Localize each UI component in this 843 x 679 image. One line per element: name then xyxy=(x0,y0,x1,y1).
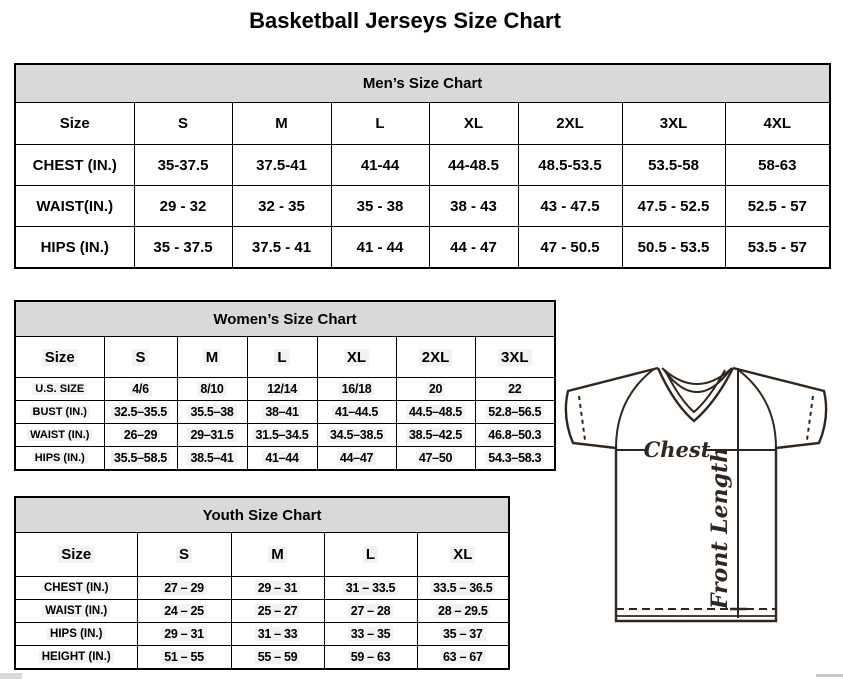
value-cell: 44–47 xyxy=(317,447,396,471)
value-cell: 4/6 xyxy=(104,378,177,401)
value-cell: 38.5–42.5 xyxy=(396,424,475,447)
value-cell: 41–44 xyxy=(247,447,317,471)
value-cell: 41 - 44 xyxy=(331,227,429,269)
value-cell: 46.8–50.3 xyxy=(475,424,555,447)
table-row xyxy=(15,186,830,227)
value-cell: 48.5-53.5 xyxy=(518,145,622,186)
table-row xyxy=(15,378,555,401)
table-row xyxy=(15,623,509,646)
column-header: L xyxy=(247,337,317,378)
value-cell: 34.5–38.5 xyxy=(317,424,396,447)
row-label: BUST (IN.) xyxy=(15,401,104,424)
column-header: S xyxy=(137,533,231,577)
column-header: XL xyxy=(429,103,518,145)
value-cell: 35 – 37 xyxy=(417,623,509,646)
value-cell: 38–41 xyxy=(247,401,317,424)
value-cell: 38 - 43 xyxy=(429,186,518,227)
value-cell: 47–50 xyxy=(396,447,475,471)
value-cell: 41-44 xyxy=(331,145,429,186)
column-header: XL xyxy=(317,337,396,378)
value-cell: 27 – 28 xyxy=(324,600,417,623)
front-length-label: Front Length xyxy=(707,446,733,610)
mens-size-table xyxy=(14,63,831,269)
column-header: M xyxy=(232,103,331,145)
value-cell: 20 xyxy=(396,378,475,401)
value-cell: 29 – 31 xyxy=(137,623,231,646)
row-label: HEIGHT (IN.) xyxy=(15,646,137,670)
value-cell: 37.5 - 41 xyxy=(232,227,331,269)
scrollbar-fragment-right xyxy=(816,674,843,677)
value-cell: 22 xyxy=(475,378,555,401)
value-cell: 44 - 47 xyxy=(429,227,518,269)
row-label: CHEST (IN.) xyxy=(15,577,137,600)
value-cell: 51 – 55 xyxy=(137,646,231,670)
table-row xyxy=(15,424,555,447)
value-cell: 12/14 xyxy=(247,378,317,401)
table-title: Women’s Size Chart xyxy=(15,301,555,337)
value-cell: 53.5-58 xyxy=(622,145,725,186)
column-header: XL xyxy=(417,533,509,577)
right-cuff-dashed-line xyxy=(807,396,813,440)
value-cell: 47 - 50.5 xyxy=(518,227,622,269)
value-cell: 35 - 37.5 xyxy=(134,227,232,269)
youth-size-table xyxy=(14,496,510,670)
value-cell: 29 - 32 xyxy=(134,186,232,227)
page-title: Basketball Jerseys Size Chart xyxy=(249,8,561,33)
row-label: HIPS (IN.) xyxy=(15,227,134,269)
table-title: Youth Size Chart xyxy=(15,497,509,533)
left-cuff-dashed-line xyxy=(579,396,585,440)
row-label: WAIST (IN.) xyxy=(15,600,137,623)
column-header: S xyxy=(134,103,232,145)
value-cell: 35-37.5 xyxy=(134,145,232,186)
value-cell: 44-48.5 xyxy=(429,145,518,186)
jersey-measurement-diagram xyxy=(558,360,838,628)
column-header: M xyxy=(177,337,247,378)
column-header: 3XL xyxy=(622,103,725,145)
column-header: 3XL xyxy=(475,337,555,378)
womens-size-table xyxy=(14,300,556,471)
row-label: U.S. SIZE xyxy=(15,378,104,401)
column-header: 2XL xyxy=(396,337,475,378)
column-header: L xyxy=(331,103,429,145)
column-header: Size xyxy=(15,533,137,577)
value-cell: 33.5 – 36.5 xyxy=(417,577,509,600)
value-cell: 43 - 47.5 xyxy=(518,186,622,227)
value-cell: 35 - 38 xyxy=(331,186,429,227)
column-header: M xyxy=(231,533,324,577)
value-cell: 38.5–41 xyxy=(177,447,247,471)
table-title: Men’s Size Chart xyxy=(15,64,830,103)
value-cell: 47.5 - 52.5 xyxy=(622,186,725,227)
scrollbar-fragment-left xyxy=(0,673,22,679)
value-cell: 31.5–34.5 xyxy=(247,424,317,447)
value-cell: 28 – 29.5 xyxy=(417,600,509,623)
value-cell: 50.5 - 53.5 xyxy=(622,227,725,269)
value-cell: 63 – 67 xyxy=(417,646,509,670)
value-cell: 16/18 xyxy=(317,378,396,401)
value-cell: 55 – 59 xyxy=(231,646,324,670)
value-cell: 52.5 - 57 xyxy=(725,186,830,227)
value-cell: 35.5–58.5 xyxy=(104,447,177,471)
row-label: HIPS (IN.) xyxy=(15,623,137,646)
value-cell: 58-63 xyxy=(725,145,830,186)
table-row xyxy=(15,401,555,424)
value-cell: 26–29 xyxy=(104,424,177,447)
table-row xyxy=(15,646,509,670)
value-cell: 32 - 35 xyxy=(232,186,331,227)
value-cell: 29 – 31 xyxy=(231,577,324,600)
column-header: 2XL xyxy=(518,103,622,145)
row-label: WAIST (IN.) xyxy=(15,424,104,447)
value-cell: 59 – 63 xyxy=(324,646,417,670)
value-cell: 44.5–48.5 xyxy=(396,401,475,424)
table-row xyxy=(15,600,509,623)
value-cell: 35.5–38 xyxy=(177,401,247,424)
value-cell: 31 – 33 xyxy=(231,623,324,646)
value-cell: 24 – 25 xyxy=(137,600,231,623)
column-header: L xyxy=(324,533,417,577)
row-label: CHEST (IN.) xyxy=(15,145,134,186)
row-label: HIPS (IN.) xyxy=(15,447,104,471)
value-cell: 53.5 - 57 xyxy=(725,227,830,269)
column-header: Size xyxy=(15,103,134,145)
chest-label: Chest xyxy=(643,437,711,462)
column-header: S xyxy=(104,337,177,378)
jersey-outline-shape xyxy=(566,368,826,621)
value-cell: 41–44.5 xyxy=(317,401,396,424)
value-cell: 37.5-41 xyxy=(232,145,331,186)
table-row xyxy=(15,227,830,269)
right-armhole-seam xyxy=(737,369,776,448)
value-cell: 33 – 35 xyxy=(324,623,417,646)
row-label: WAIST(IN.) xyxy=(15,186,134,227)
value-cell: 29–31.5 xyxy=(177,424,247,447)
value-cell: 25 – 27 xyxy=(231,600,324,623)
table-row xyxy=(15,447,555,471)
value-cell: 8/10 xyxy=(177,378,247,401)
value-cell: 32.5–35.5 xyxy=(104,401,177,424)
column-header: 4XL xyxy=(725,103,830,145)
value-cell: 27 – 29 xyxy=(137,577,231,600)
table-row xyxy=(15,577,509,600)
value-cell: 52.8–56.5 xyxy=(475,401,555,424)
value-cell: 31 – 33.5 xyxy=(324,577,417,600)
table-row xyxy=(15,145,830,186)
column-header: Size xyxy=(15,337,104,378)
value-cell: 54.3–58.3 xyxy=(475,447,555,471)
